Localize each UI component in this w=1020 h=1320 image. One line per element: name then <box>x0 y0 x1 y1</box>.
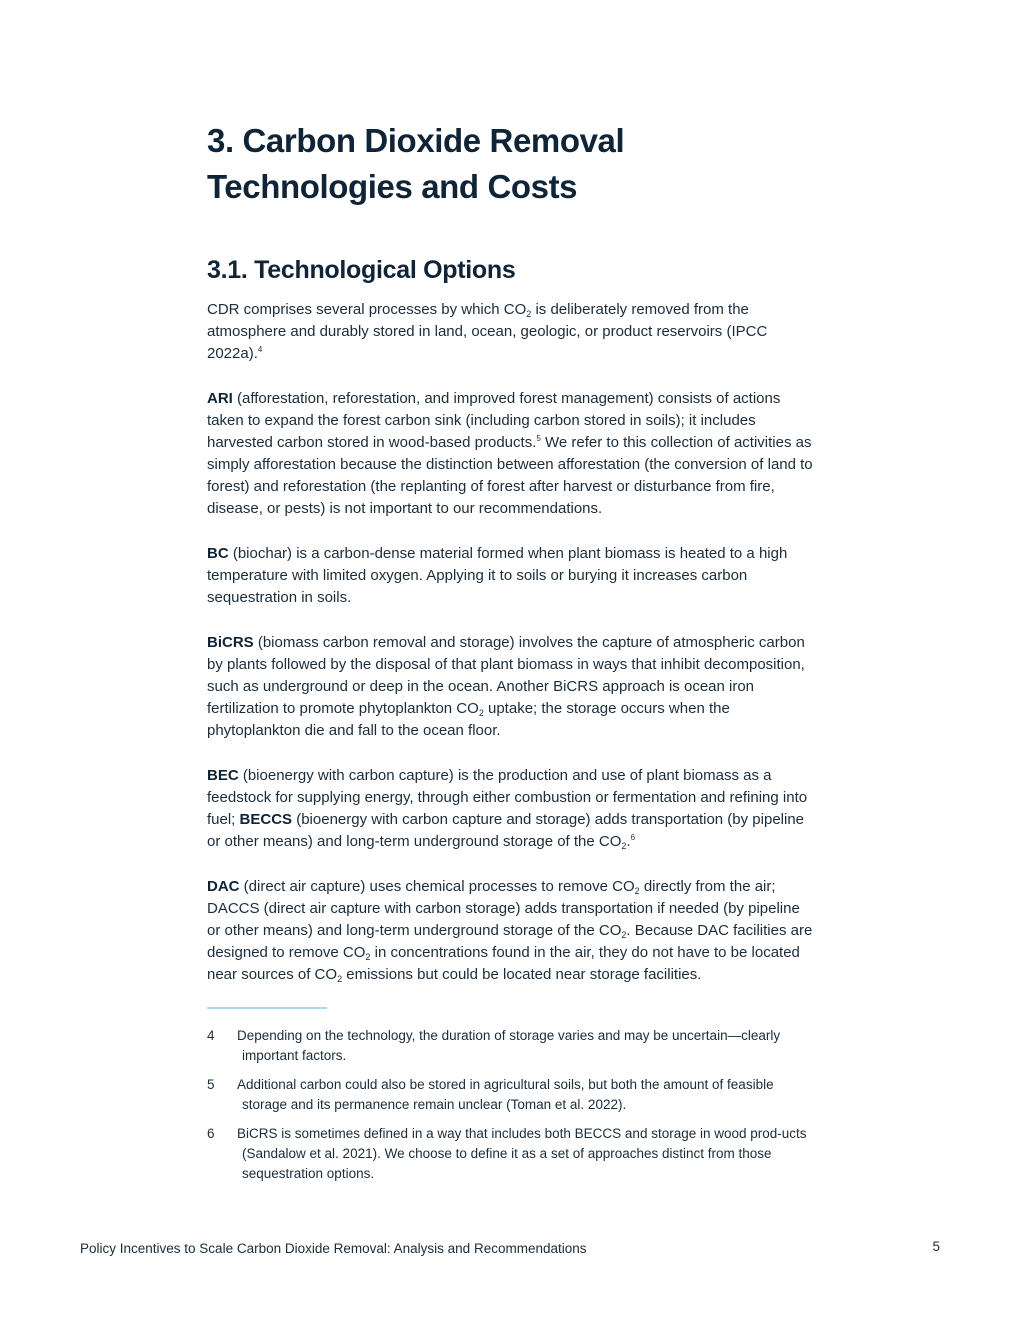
footnote-number: 5 <box>207 1077 215 1092</box>
page-number: 5 <box>932 1239 940 1254</box>
bc-paragraph <box>207 543 817 609</box>
footnote-ref-6[interactable]: 6 <box>630 833 636 842</box>
dac-subscript-3: 2 <box>365 952 371 962</box>
dac-paragraph <box>207 876 817 986</box>
bicrs-term: BiCRS <box>207 634 254 651</box>
intro-subscript: 2 <box>526 309 532 319</box>
footnote-text: BiCRS is sometimes defined in a way that includes both BECCS and storage in wood prod-ucts (Sandalow et al. 2021). We choose to define it as a set of approaches distinct from those sequestration options. <box>237 1126 807 1181</box>
section-heading <box>207 118 817 210</box>
bc-term: BC <box>207 545 229 562</box>
footnote-ref-5[interactable]: 5 <box>536 434 541 443</box>
dac-subscript-1: 2 <box>634 886 640 896</box>
footnote-number: 4 <box>207 1028 215 1043</box>
footnote-5 <box>207 1075 817 1115</box>
dac-subscript-4: 2 <box>337 974 343 984</box>
bicrs-paragraph <box>207 632 817 742</box>
bec-text-c: . <box>626 833 631 850</box>
section-heading-line-2: Technologies and Costs <box>207 168 578 205</box>
bec-paragraph <box>207 765 817 853</box>
ari-paragraph <box>207 388 817 520</box>
dac-text-e: emissions but could be located near storage facilities. <box>342 966 702 983</box>
dac-text-c: . Because DAC facilities are designed to remove CO <box>207 922 813 961</box>
bec-subscript: 2 <box>621 841 627 851</box>
ari-text-a: (afforestation, reforestation, and improved forest management) consists of actions taken to expand the forest carbon sink (including carbon stored in soils); it includes harvested carbon stored in wood-based products. <box>207 390 781 451</box>
bec-term: BEC <box>207 767 239 784</box>
footer-title: Policy Incentives to Scale Carbon Dioxide Removal: Analysis and Recommendations <box>80 1241 587 1256</box>
footnote-text: Additional carbon could also be stored in agricultural soils, but both the amount of feasible storage and its permanence remain unclear (Toman et al. 2022). <box>237 1077 774 1112</box>
footnote-number: 6 <box>207 1126 215 1141</box>
section-heading-line-1: 3. Carbon Dioxide Removal <box>207 122 625 159</box>
bc-text: (biochar) is a carbon-dense material formed when plant biomass is heated to a high temperature with limited oxygen. Applying it to soils or burying it increases carbon sequestration in soils. <box>207 545 788 606</box>
ari-term: ARI <box>207 390 233 407</box>
bicrs-text-a: (biomass carbon removal and storage) involves the capture of atmospheric carbon by plants followed by the disposal of that plant biomass in ways that inhibit decomposition, such as underground or deep in the ocean. Another BiCRS approach is ocean iron fertilization to promote phytoplankton CO <box>207 634 805 717</box>
footnote-divider <box>207 1007 327 1009</box>
ari-text-b: We refer to this collection of activities as simply afforestation because the distinction between afforestation (the conversion of land to forest) and reforestation (the replanting of forest after harvest or disturbance from fire, disease, or pests) is not important to our recommendations. <box>207 434 813 517</box>
bec-text-a: (bioenergy with carbon capture) is the production and use of plant biomass as a feedstock for supplying energy, through either combustion or fermentation and refining into fuel; <box>207 767 808 828</box>
intro-paragraph <box>207 299 817 365</box>
dac-subscript-2: 2 <box>621 930 627 940</box>
footnote-6 <box>207 1124 817 1184</box>
bicrs-text-b: uptake; the storage occurs when the phytoplankton die and fall to the ocean floor. <box>207 700 730 739</box>
dac-text-a: (direct air capture) uses chemical processes to remove CO <box>239 878 635 895</box>
subsection-heading: 3.1. Technological Options <box>207 256 516 284</box>
footnote-text: Depending on the technology, the duration of storage varies and may be uncertain—clearly important factors. <box>237 1028 781 1063</box>
dac-text-b: directly from the air; DACCS (direct air capture with carbon storage) adds transportation if needed (by pipeline or other means) and long-term underground storage of the CO <box>207 878 800 939</box>
bec-text-b: (bioenergy with carbon capture and storage) adds transportation (by pipeline or other means) and long-term underground storage of the CO <box>207 811 805 850</box>
footnote-ref-4[interactable]: 4 <box>257 345 263 354</box>
intro-text-a: CDR comprises several processes by which CO <box>207 301 527 318</box>
beccs-term: BECCS <box>239 811 293 828</box>
main-content <box>207 118 817 1193</box>
intro-text-b: is deliberately removed from the atmosphere and durably stored in land, ocean, geologic, or product reservoirs (IPCC 2022a). <box>207 301 768 362</box>
footnotes <box>207 1026 817 1184</box>
dac-text-d: in concentrations found in the air, they do not have to be located near sources of CO <box>207 944 800 983</box>
dac-term: DAC <box>207 878 240 895</box>
bicrs-subscript: 2 <box>478 708 484 718</box>
footnote-4 <box>207 1026 817 1066</box>
page-footer <box>80 1240 942 1258</box>
